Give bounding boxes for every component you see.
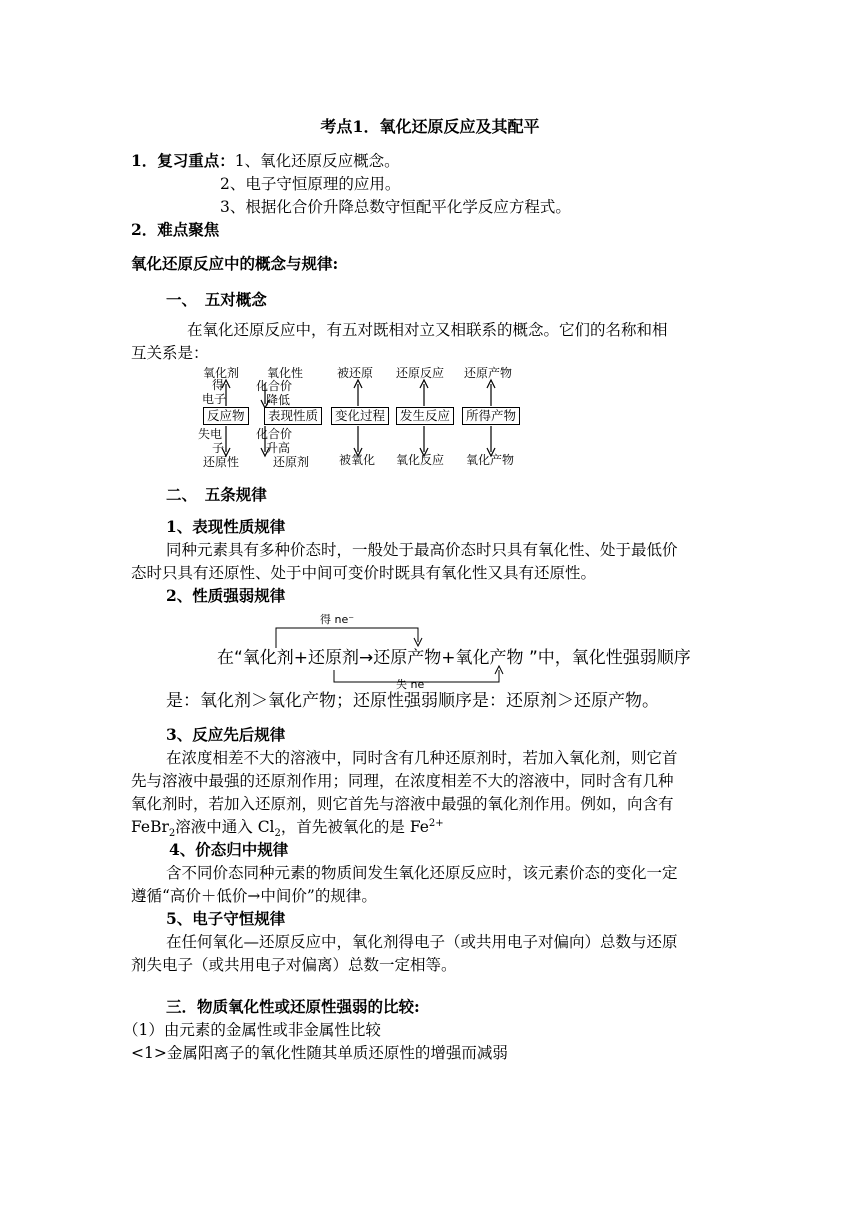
valence-top-label-1: 化合价 [256, 379, 293, 393]
rule5-line1: 在任何氧化—还原反应中，氧化剂得电子（或共用电子对偏向）总数与还原 [166, 933, 678, 951]
rule2-title: 2、性质强弱规律 [166, 586, 286, 605]
text-cl: 溶液中通入 Cl [175, 818, 275, 836]
top-label-oxidizing: 氧化性 [267, 366, 304, 380]
gain-label-1: 得 [212, 378, 225, 392]
gain-electron-label: 得 ne⁻ [320, 613, 355, 626]
bottom-label-oxidation-product: 氧化产物 [466, 453, 515, 467]
rule3-line4 [131, 816, 444, 838]
review-item-2: 2、电子守恒原理的应用。 [220, 175, 401, 193]
part1-para-line2: 互关系是： [131, 344, 209, 362]
box-product: 所得产物 [462, 407, 520, 425]
text-fe: ，首先被氧化的是 Fe [280, 818, 429, 836]
rule1-line1: 同种元素具有多种价态时，一般处于最高价态时只具有氧化性、处于最低价 [166, 541, 678, 559]
rule4-line2: 遵循“高价＋低价→中间价”的规律。 [131, 887, 377, 905]
part1-para-line1: 在氧化还原反应中，有五对既相对立又相联系的概念。它们的名称和相 [187, 321, 668, 339]
top-label-reduced: 被还原 [337, 366, 374, 380]
difficulty-heading: 2．难点聚焦 [131, 220, 220, 239]
box-reactant: 反应物 [203, 407, 249, 425]
rule2-equation: 在“氧化剂+还原剂→还原产物+氧化产物 ”中，氧化性强弱顺序 [217, 648, 691, 668]
box-property: 表现性质 [264, 407, 322, 425]
rule3-line2: 先与溶液中最强的还原剂作用；同理，在浓度相差不大的溶液中，同时含有几种 [131, 772, 674, 790]
top-label-oxidant: 氧化剂 [203, 366, 240, 380]
box-reaction: 发生反应 [396, 407, 454, 425]
top-label-reduction-product: 还原产物 [464, 366, 513, 380]
review-item-1: 1、氧化还原反应概念。 [234, 152, 400, 170]
review-heading: 1．复习重点： [131, 151, 235, 170]
part2-heading: 二、 五条规律 [166, 485, 267, 504]
gain-label-2: 电子 [202, 392, 227, 406]
lose-label-1: 失电 [198, 427, 223, 441]
rule4-line1: 含不同价态同种元素的物质间发生氧化还原反应时，该元素价态的变化一定 [166, 864, 678, 882]
box-process: 变化过程 [331, 407, 389, 425]
valence-top-label-2: 降低 [266, 393, 291, 407]
part3-item1: （1）由元素的金属性或非金属性比较 [123, 1021, 381, 1039]
lose-label-2: 子 [212, 441, 225, 455]
rule5-title: 5、电子守恒规律 [166, 909, 286, 928]
formula-febr: FeBr [131, 818, 169, 836]
bottom-label-oxidized: 被氧化 [339, 453, 376, 467]
rule4-title: 4、价态归中规律 [169, 840, 289, 859]
rule3-line3: 氧化剂时，若加入还原剂，则它首先与溶液中最强的氧化剂作用。例如，向含有 [131, 795, 674, 813]
rule5-line2: 剂失电子（或共用电子对偏离）总数一定相等。 [131, 956, 457, 974]
rule3-title: 3、反应先后规律 [166, 725, 286, 744]
superscript-2plus: 2+ [428, 817, 444, 829]
subscript-2b: 2 [274, 828, 281, 840]
bottom-label-reductant: 还原剂 [273, 455, 310, 469]
rule1-title: 1、表现性质规律 [166, 517, 286, 536]
concepts-subtitle: 氧化还原反应中的概念与规律: [131, 254, 339, 273]
part3-item1-sub: <1>金属阳离子的氧化性随其单质还原性的增强而减弱 [131, 1044, 508, 1062]
review-item-3: 3、根据化合价升降总数守恒配平化学反应方程式。 [220, 198, 571, 216]
subscript-2a: 2 [168, 828, 176, 840]
rule2-conclusion: 是：氧化剂＞氧化产物；还原性强弱顺序是：还原剂＞还原产物。 [166, 691, 659, 711]
gain-bracket [276, 628, 418, 648]
top-label-reduction: 还原反应 [396, 366, 445, 380]
page-title: 考点1．氧化还原反应及其配平 [320, 117, 540, 136]
lose-electron-label: 失 ne⁻ [396, 678, 431, 691]
valence-bot-label-1: 化合价 [256, 427, 293, 441]
part3-heading: 三．物质氧化性或还原性强弱的比较: [166, 997, 420, 1016]
valence-bot-label-2: 升高 [266, 441, 291, 455]
bottom-label-reducing: 还原性 [203, 455, 240, 469]
rule3-line1: 在浓度相差不大的溶液中，同时含有几种还原剂时，若加入氧化剂，则它首 [166, 749, 678, 767]
part1-heading: 一、 五对概念 [166, 290, 267, 309]
rule1-line2: 态时只具有还原性、处于中间可变价时既具有氧化性又具有还原性。 [131, 564, 597, 582]
bottom-label-oxidation: 氧化反应 [396, 453, 445, 467]
